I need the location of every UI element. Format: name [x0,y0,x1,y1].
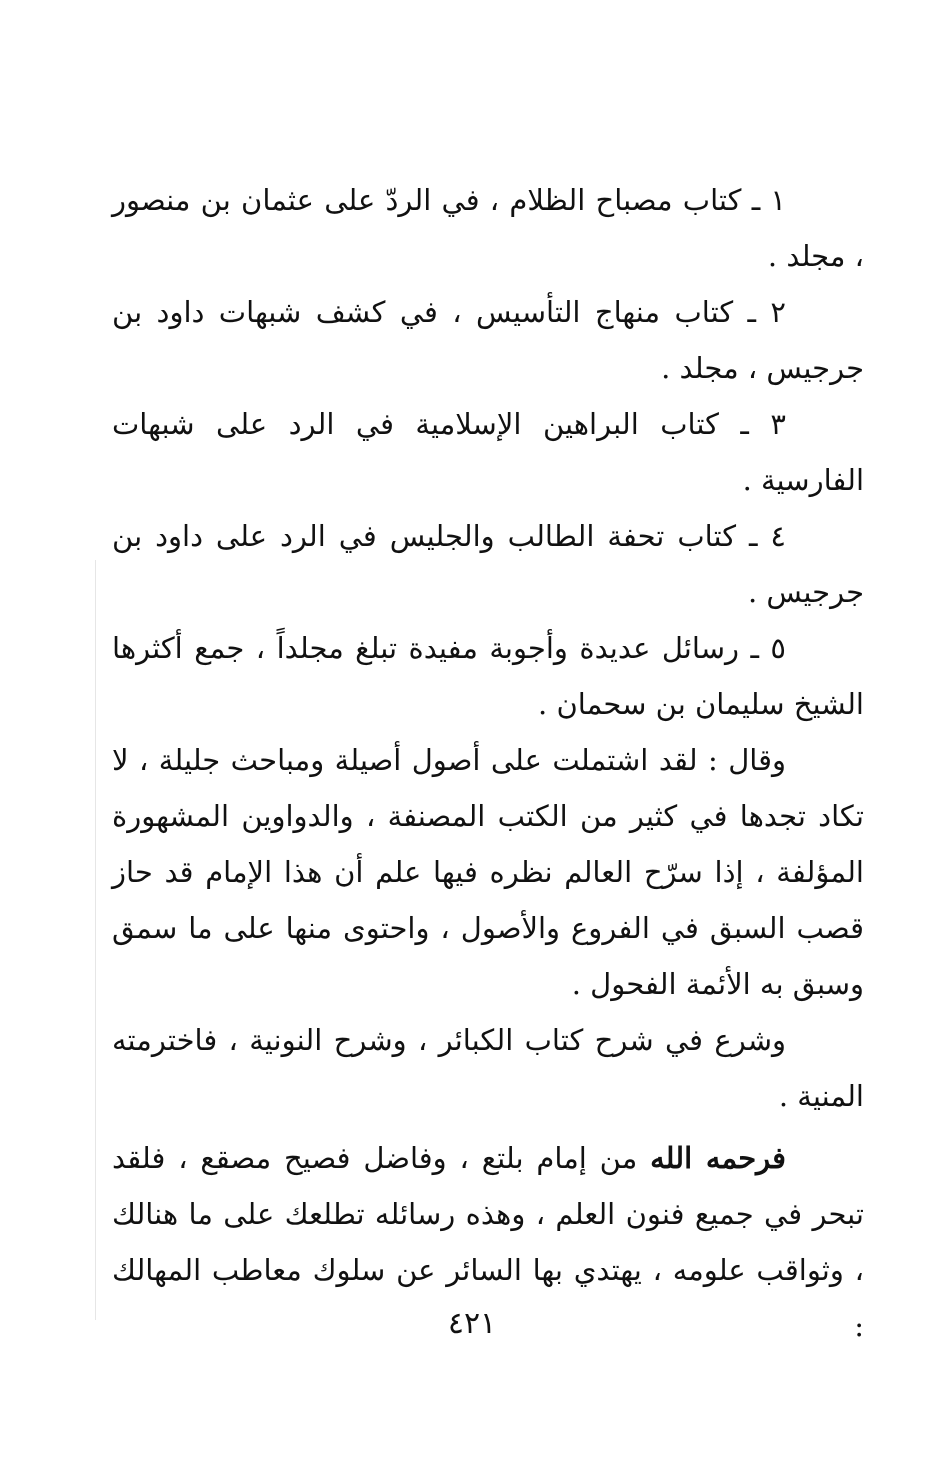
page-body [112,172,864,1354]
list-item-4: ٤ ـ كتاب تحفة الطالب والجليس في الرد على داود بن جرجيس . [112,519,864,609]
list-item-1: ١ ـ كتاب مصباح الظلام ، في الردّ على عثمان بن منصور ، مجلد . [112,183,864,273]
page-number: ٤٢١ [447,1306,497,1341]
closing-text: من إمام بلتع ، وفاضل فصيح مصقع ، فلقد تبحر في جميع فنون العلم ، وهذه رسائله تطلعك على ما هنالك ، وثواقب علومه ، يهتدي بها السائر عن سلوك معاطب المهالك : [112,1141,864,1343]
list-item-2: ٢ ـ كتاب منهاج التأسيس ، في كشف شبهات داود بن جرجيس ، مجلد . [112,295,864,385]
scan-margin-line [95,560,96,1320]
list-item-5: ٥ ـ رسائل عديدة وأجوبة مفيدة تبلغ مجلداً ، جمع أكثرها الشيخ سليمان بن سحمان . [112,631,864,721]
paragraph-quote: وقال : لقد اشتملت على أصول أصيلة ومباحث جليلة ، لا تكاد تجدها في كثير من الكتب المصنفة ، والدواوين المشهورة المؤلفة ، إذا سرّح العالم نظره فيها علم أن هذا الإمام قد حاز قصب السبق في الفروع والأصول ، واحتوى منها على ما سمق وسبق به الأئمة الفحول . [112,743,864,1001]
closing-lead: فرحمه الله [650,1141,786,1175]
paragraph-commentary: وشرع في شرح كتاب الكبائر ، وشرح النونية ، فاخترمته المنية . [112,1023,864,1113]
list-item-3: ٣ ـ كتاب البراهين الإسلامية في الرد على شبهات الفارسية . [112,407,864,497]
